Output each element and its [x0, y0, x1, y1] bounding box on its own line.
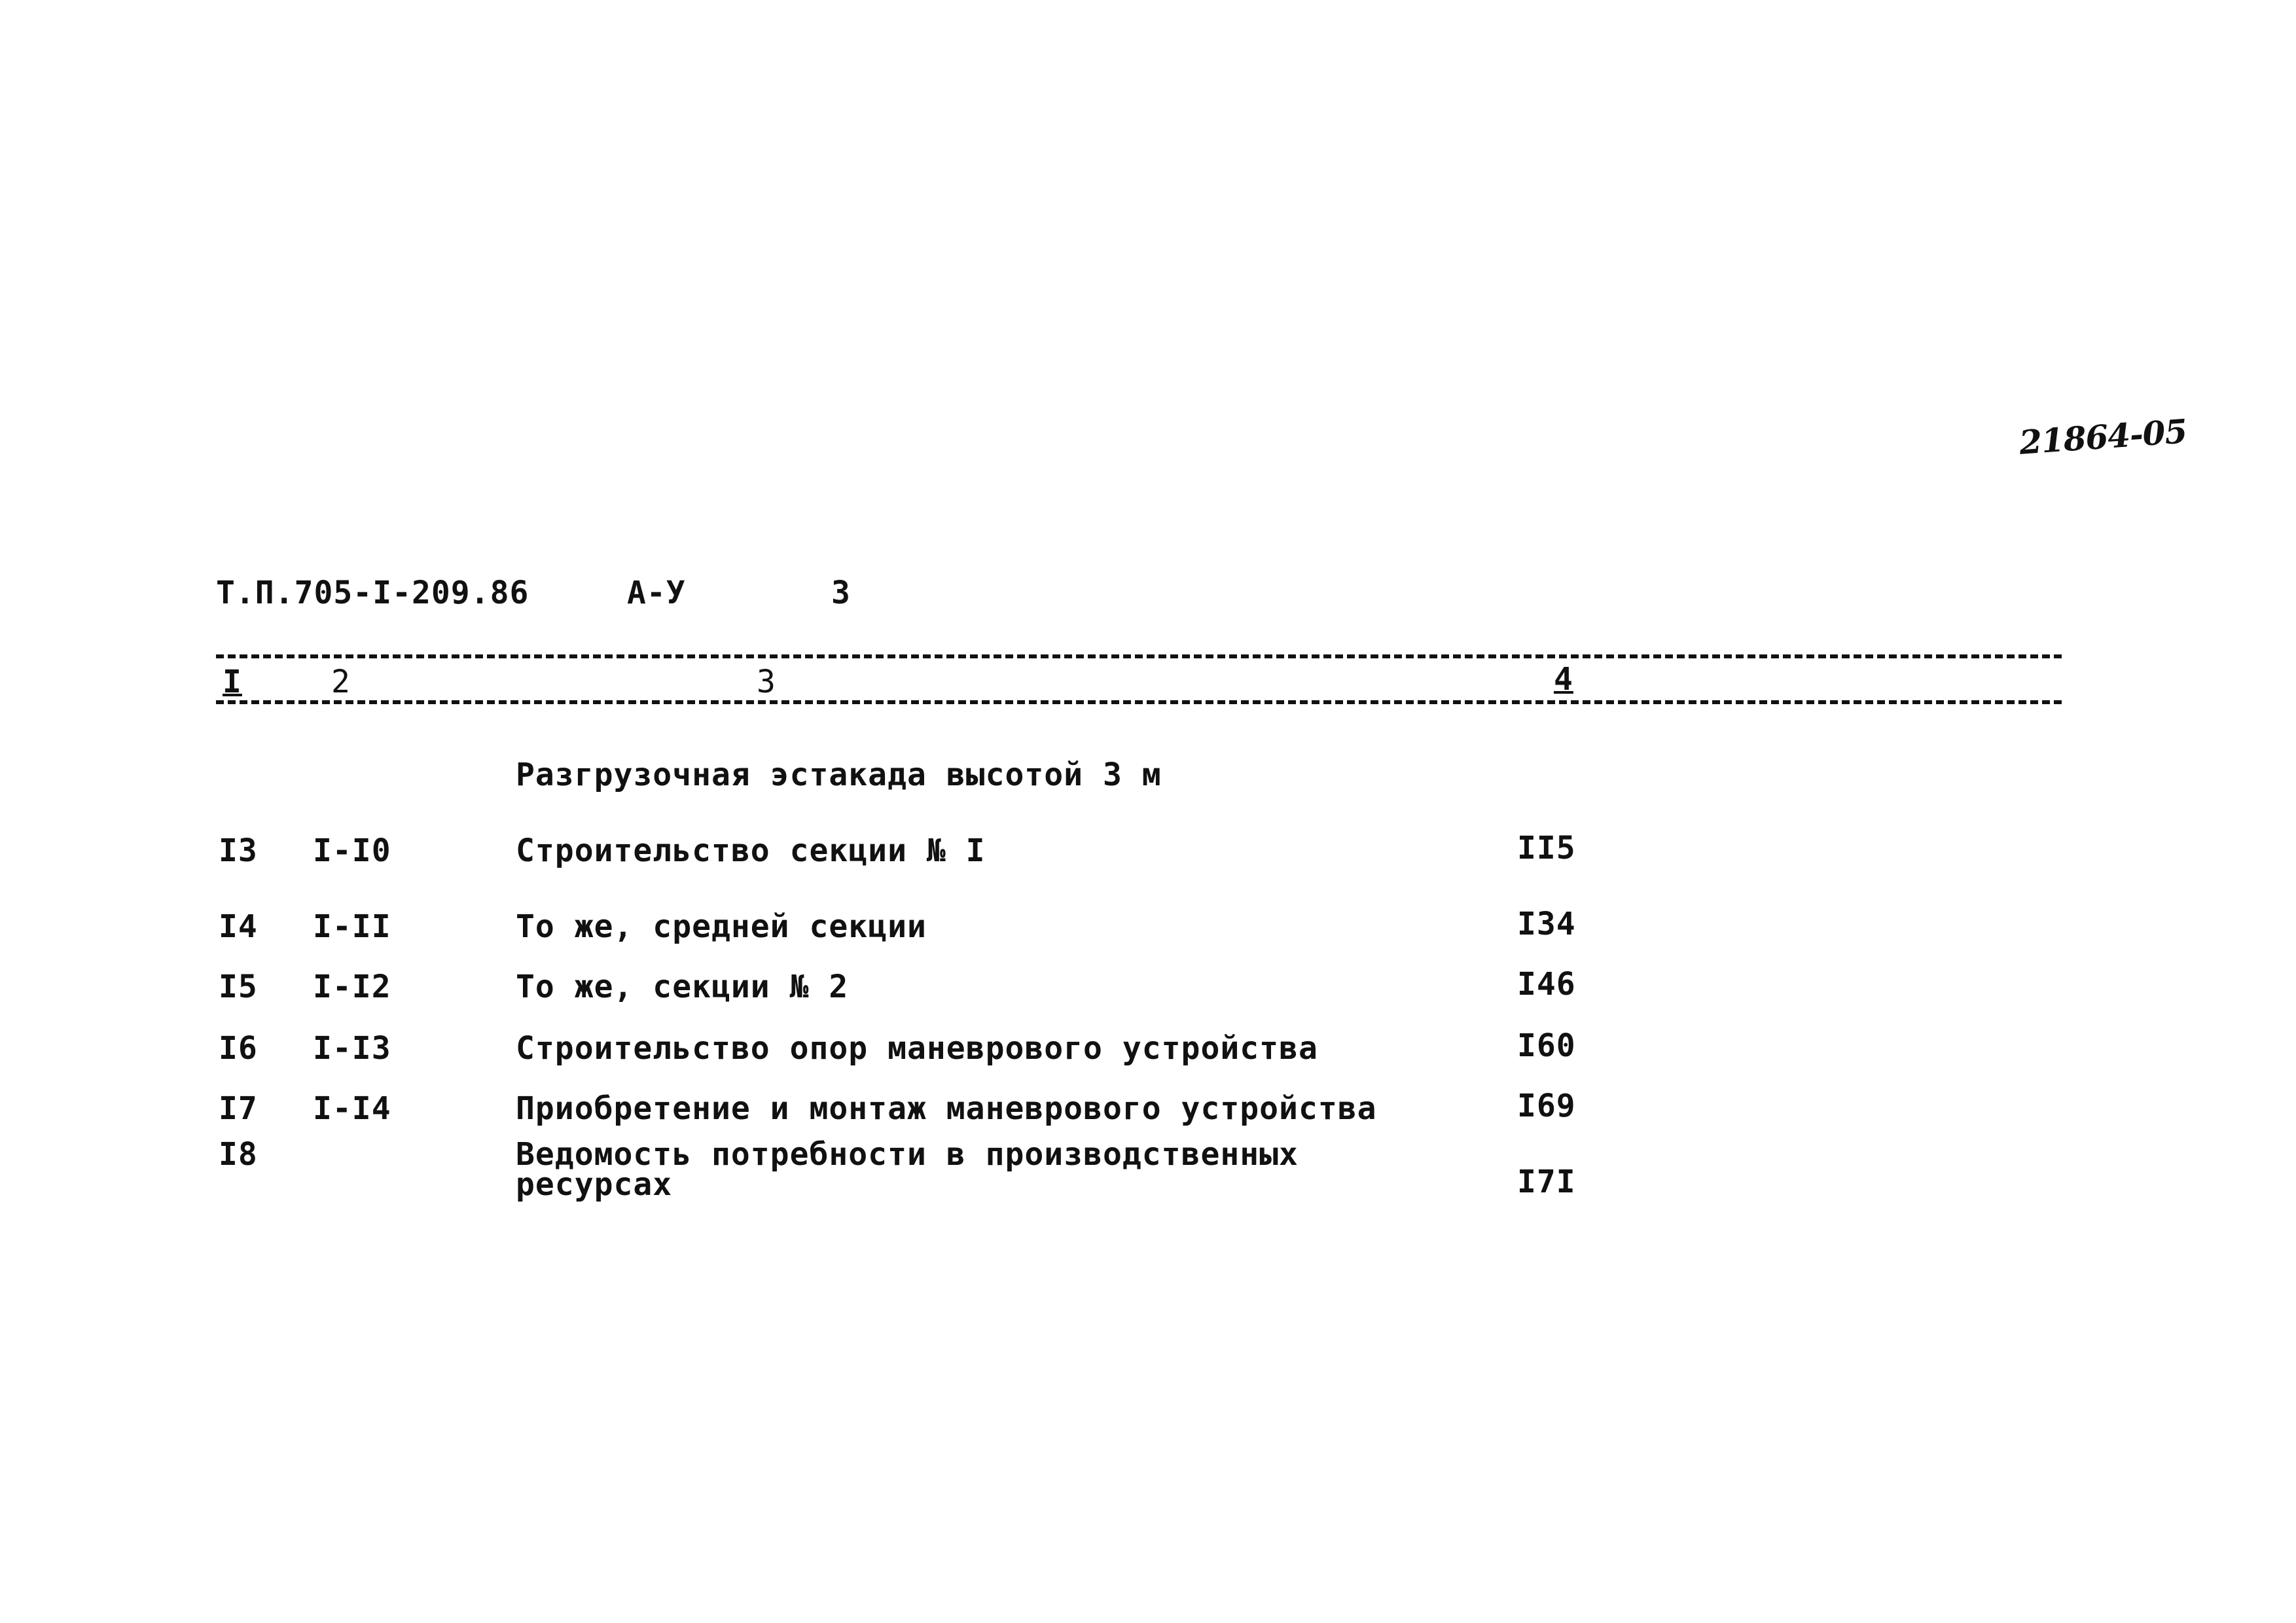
table-top-rule: [216, 654, 2062, 658]
row-page: II5: [1517, 830, 1576, 866]
row-page: I46: [1517, 966, 1576, 1003]
row-title-line-2: ресурсах: [516, 1166, 673, 1203]
handwritten-stamp: 21864-05: [2018, 412, 2189, 462]
row-code: I-II: [313, 908, 391, 945]
column-header-4: 4: [1550, 664, 1577, 695]
row-title: Строительство опор маневрового устройства: [516, 1030, 1318, 1067]
row-number: I7: [219, 1090, 258, 1127]
row-number: I8: [219, 1136, 258, 1173]
row-number: I6: [219, 1030, 258, 1067]
row-code: I-I2: [313, 969, 391, 1005]
column-header-1: I: [219, 666, 246, 698]
section-title: Разгрузочная эстакада высотой 3 м: [516, 757, 1162, 793]
page-number: 3: [831, 575, 851, 611]
row-number: I3: [219, 832, 258, 869]
row-title: То же, средней секции: [516, 908, 927, 945]
row-code: I-I0: [313, 832, 391, 869]
row-number: I4: [219, 908, 258, 945]
row-code: I-I3: [313, 1030, 391, 1067]
row-number: I5: [219, 969, 258, 1005]
row-title: Строительство секции № I: [516, 832, 986, 869]
row-page: I60: [1517, 1027, 1576, 1064]
row-page: I7I: [1517, 1164, 1576, 1200]
column-header-2: 2: [327, 666, 355, 698]
row-code: I-I4: [313, 1090, 391, 1127]
row-title: То же, секции № 2: [516, 969, 849, 1005]
album-code: А-У: [627, 575, 686, 611]
table-header-rule: [216, 700, 2062, 704]
document-code: Т.П.705-I-209.86: [216, 575, 529, 611]
column-header-3: 3: [753, 666, 780, 698]
row-title: Приобретение и монтаж маневрового устройства: [516, 1090, 1377, 1127]
row-page: I34: [1517, 906, 1576, 942]
row-page: I69: [1517, 1088, 1576, 1124]
row-title-line-1: Ведомость потребности в производственных: [516, 1136, 1299, 1173]
